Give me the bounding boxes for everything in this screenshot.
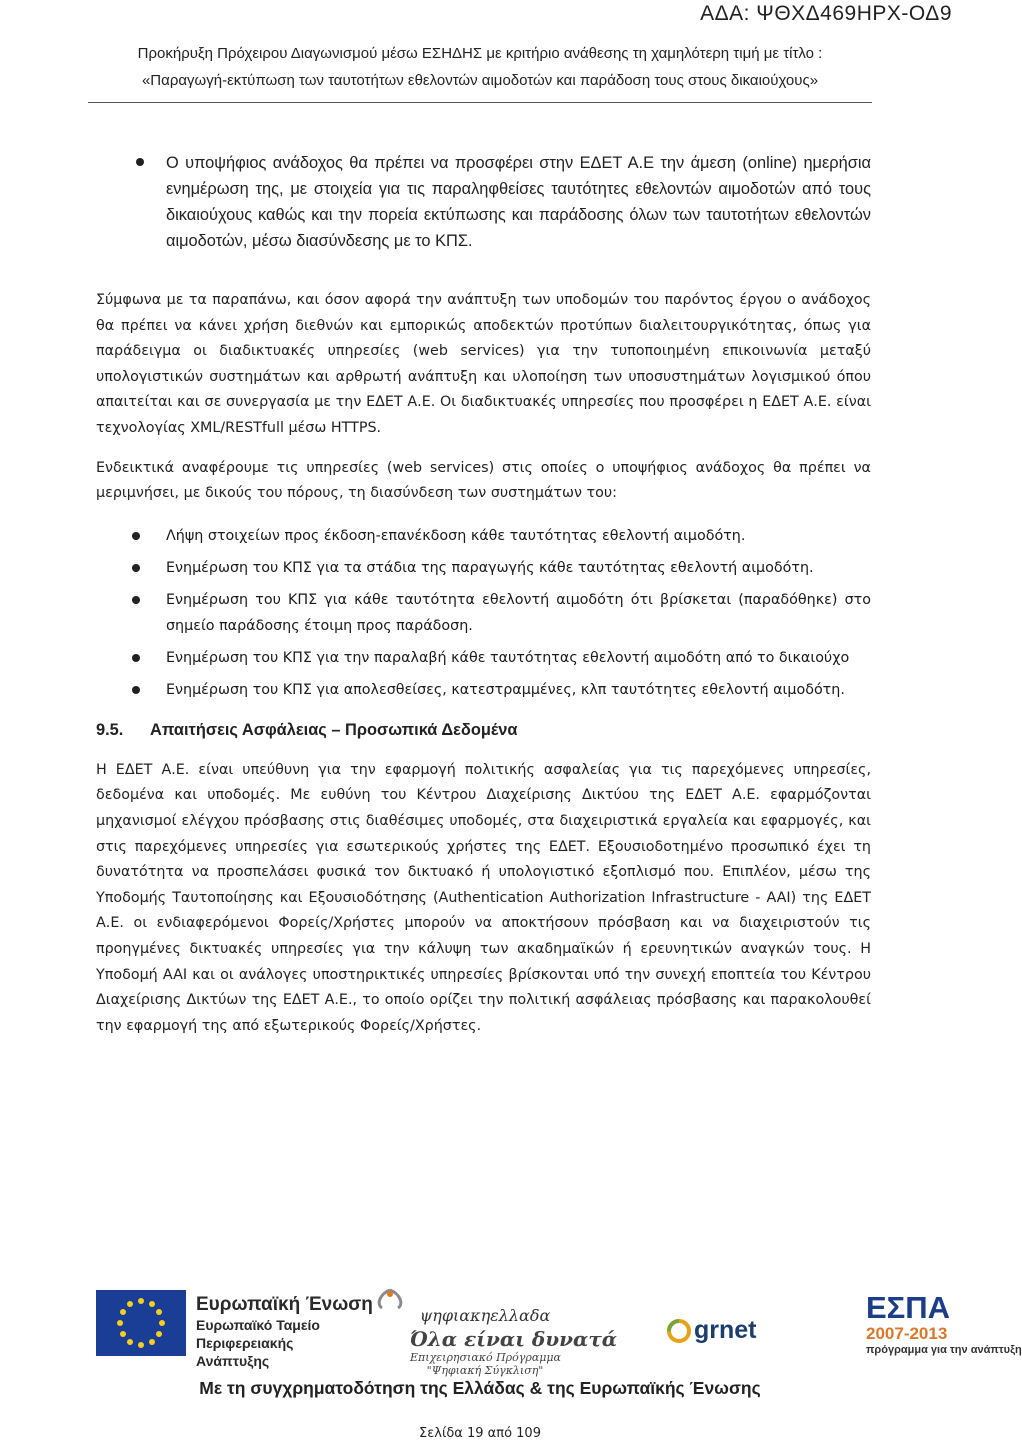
digital-greece-logo [410,1286,618,1377]
page-content [96,150,871,1039]
espa-title: ΕΣΠΑ [866,1290,951,1325]
online-update-text: Ο υποψήφιος ανάδοχος θα πρέπει να προσφέρει στην ΕΔΕΤ Α.Ε την άμεση (online) ημερήσια ενημέρωση της, με στοιχεία για τις παραληφθείσες ταυτότητες εθελοντών αιμοδοτών από τους δικαιούχους καθώς και την πορεία εκτύπωσης και παράδοσης όλων των ταυτοτήτων εθελοντών αιμοδοτών, μέσω διασύνδεσης με το ΚΠΣ. [166,154,871,250]
security-paragraph: Η ΕΔΕΤ Α.Ε. είναι υπεύθυνη για την εφαρμογή πολιτικής ασφαλείας για τις παρεχόμενες υπηρεσίες, δεδομένα και υποδομές. Με ευθύνη του Κέντρου Διαχείρισης Δικτύου της ΕΔΕΤ Α.Ε. εφαρμόζονται μηχανισμοί ελέγχου πρόσβασης στις διαθέσιμες υποδομές, στα διαχειριστικά εργαλεία και εφαρμογές, και στις παρεχόμενες υπηρεσίες για εσωτερικούς χρήστες της ΕΔΕΤ. Εξουσιοδοτημένο προσωπικό έχει τη δυνατότητα να προσπελάσει φυσικά τον δικτυακό ή υπολογιστικό εξοπλισμό που. Επιπλέον, μέσω της Υποδομής Ταυτοποίησης και Εξουσιοδότησης (Authentication Authorization Infrastructure - AAI) της ΕΔΕΤ Α.Ε. οι ενδιαφερόμενοι Φορείς/Χρήστες μπορούν να αποκτήσουν πρόσβαση και να διαχειριστούν τις προηγμένες δικτυακές υπηρεσίες για την κάλυψη των ακαδημαϊκών ή ερευνητικών αναγκών τους. Η Υποδομή AAI και οι ανάλογες υποστηρικτικές υπηρεσίες βρίσκονται υπό την συνεχή εποπτεία του Κέντρου Διαχείρισης Δικτύων της ΕΔΕΤ Α.Ε., το οποίο ορίζει την πολιτική ασφάλειας πρόσβασης και παρακολουθεί την εφαρμογή της από εξωτερικούς Φορείς/Χρήστες. [96,761,871,1034]
bullet-dot [132,596,140,604]
erdf-line-2: Περιφερειακής [196,1335,294,1351]
document-header [0,40,960,94]
page-number: Σελίδα 19 από 109 [419,1426,541,1441]
bullet-dot [132,532,140,540]
bullet-dot [136,158,144,166]
list-item: Ενημέρωση του ΚΠΣ για την παραλαβή κάθε ταυτότητας εθελοντή αιμοδότη από το δικαιούχο [96,645,871,671]
digital-greece-slogan: Όλα είναι δυνατά [410,1327,618,1351]
espa-logo [866,1290,1022,1356]
online-update-bullet [96,150,871,254]
eu-name: Ευρωπαϊκή Ένωση [196,1294,373,1315]
web-services-intro: Ενδεικτικά αναφέρουμε τις υπηρεσίες (web services) στις οποίες ο υποψήφιος ανάδοχος θα πρέπει να μεριμνήσει, με δικούς του πόρους, τη διασύνδεση των συστημάτων του: [96,459,871,502]
eu-flag-icon [96,1290,186,1356]
digital-greece-title: ψηφιακηελλαδα [419,1306,551,1325]
interoperability-paragraph: Σύμφωνα με τα παραπάνω, και όσον αφορά την ανάπτυξη των υποδομών του παρόντος έργου ο ανάδοχος θα πρέπει να κάνει χρήση διεθνών και εμπορικώς αποδεκτών προτύπων διαλειτουργικότητας, όπως για παράδειγμα οι διαδικτυακές υπηρεσίες (web services) για την τυποποιημένη επικοινωνία μεταξύ υπολογιστικών συστημάτων και αρθρωτή ανάπτυξη και υλοποίηση των υποσυστημάτων λογισμικού όπου απαιτείται και σε συνεργασία με την ΕΔΕΤ Α.Ε. Οι διαδικτυακές υπηρεσίες που προσφέρει η ΕΔΕΤ Α.Ε. είναι τεχνολογίας XML/RESTfull μέσω HTTPS. [96,292,871,436]
section-title: Απαιτήσεις Ασφάλειας – Προσωπικά Δεδομένα [150,720,518,739]
list-item: Ενημέρωση του ΚΠΣ για τα στάδια της παραγωγής κάθε ταυτότητας εθελοντή αιμοδότη. [96,555,871,581]
erdf-line-3: Ανάπτυξης [196,1353,270,1369]
erdf-line-1: Ευρωπαϊκό Ταμείο [196,1317,320,1333]
list-item: Ενημέρωση του ΚΠΣ για απολεσθείσες, κατεστραμμένες, κλπ ταυτότητες εθελοντή αιμοδότη. [96,677,871,703]
bullet-dot [132,686,140,694]
bullet-dot [132,564,140,572]
bullet-dot [132,654,140,662]
grnet-swirl-icon [666,1318,692,1344]
ada-code: ΑΔΑ: ΨΘΧΔ469ΗΡΧ-ΟΔ9 [700,2,952,25]
list-item: Ενημέρωση του ΚΠΣ για κάθε ταυτότητα εθελοντή αιμοδότη ότι βρίσκεται (παραδόθηκε) στο σημείο παράδοσης έτοιμη προς παράδοση. [96,587,871,639]
operational-programme-label: Επιχειρησιακό Πρόγραμμα [410,1351,561,1364]
espa-tagline: πρόγραμμα για την ανάπτυξη [866,1344,1022,1356]
header-divider [88,102,872,103]
operational-programme-name: "Ψηφιακή Σύγκλιση" [426,1364,544,1377]
services-list [96,523,871,703]
list-item: Λήψη στοιχείων προς έκδοση-επανέκδοση κάθε ταυτότητας εθελοντή αιμοδότη. [96,523,871,549]
section-heading [96,721,871,740]
espa-years: 2007-2013 [866,1324,948,1343]
funding-logos [0,1286,1022,1377]
section-number: 9.5. [96,720,124,739]
digital-greece-figure-icon [370,1288,410,1310]
grnet-logo [666,1316,757,1345]
cofunding-statement: Με τη συγχρηματοδότηση της Ελλάδας & της Ευρωπαϊκής Ένωσης [199,1378,761,1398]
grnet-wordmark: grnet [694,1316,757,1344]
header-line-2: «Παραγωγή-εκτύπωση των ταυτοτήτων εθελοντών αιμοδοτών και παράδοση τους στους δικαιούχους» [141,72,819,89]
header-line-1: Προκήρυξη Πρόχειρου Διαγωνισμού μέσω ΕΣΗΔΗΣ με κριτήριο ανάθεσης τη χαμηλότερη τιμή με τίτλο : [137,45,823,62]
